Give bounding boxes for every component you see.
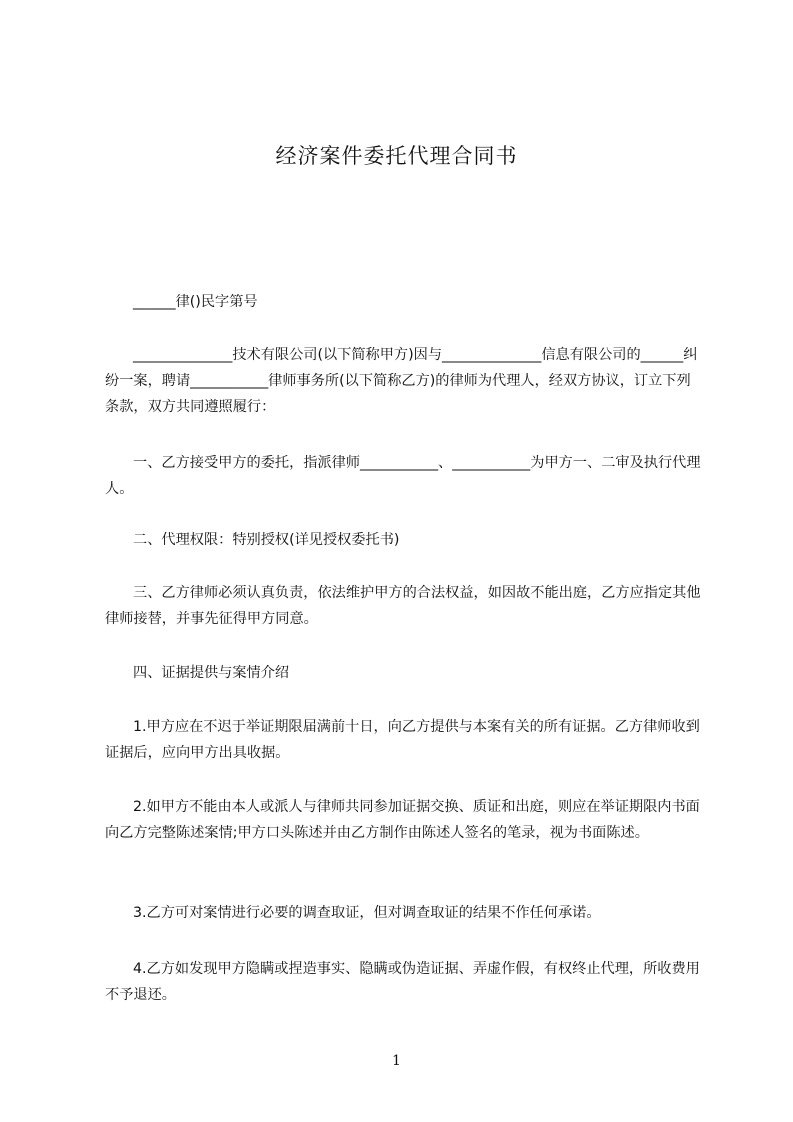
page-number: 1 bbox=[392, 1053, 401, 1069]
paragraph-clause-4-heading: 四、证据提供与案情介绍 bbox=[133, 665, 290, 681]
paragraph-clause-2: 二、代理权限：特别授权(详见授权委托书) bbox=[133, 532, 400, 548]
paragraph-intro: ______________技术有限公司(以下简称甲方)因与______________信息有限公司的______纠纷一案，聘请___________律师事务所(以下简称乙方)的律师为代理人，经双方协议，订立下列条款，双方共同遵照履行： bbox=[105, 347, 698, 415]
paragraph-item-3: 3.乙方可对案情进行必要的调查取证，但对调查取证的结果不作任何承诺。 bbox=[133, 905, 601, 921]
case-number-line: ______律()民字第号 bbox=[133, 294, 258, 310]
paragraph-item-4: 4.乙方如发现甲方隐瞒或捏造事实、隐瞒或伪造证据、弄虚作假，有权终止代理，所收费用不予退还。 bbox=[105, 961, 700, 1003]
paragraph-clause-1: 一、乙方接受甲方的委托，指派律师___________、___________为甲方一、二审及执行代理人。 bbox=[105, 455, 701, 497]
paragraph-item-1: 1.甲方应在不迟于举证期限届满前十日，向乙方提供与本案有关的所有证据。乙方律师收到证据后，应向甲方出具收据。 bbox=[105, 719, 700, 761]
paragraph-item-2: 2.如甲方不能由本人或派人与律师共同参加证据交换、质证和出庭，则应在举证期限内书面向乙方完整陈述案情;甲方口头陈述并由乙方制作由陈述人签名的笔录，视为书面陈述。 bbox=[105, 799, 700, 841]
paragraph-clause-3: 三、乙方律师必须认真负责，依法维护甲方的合法权益，如因故不能出庭，乙方应指定其他律师接替，并事先征得甲方同意。 bbox=[105, 585, 701, 627]
document-title: 经济案件委托代理合同书 bbox=[275, 144, 518, 168]
